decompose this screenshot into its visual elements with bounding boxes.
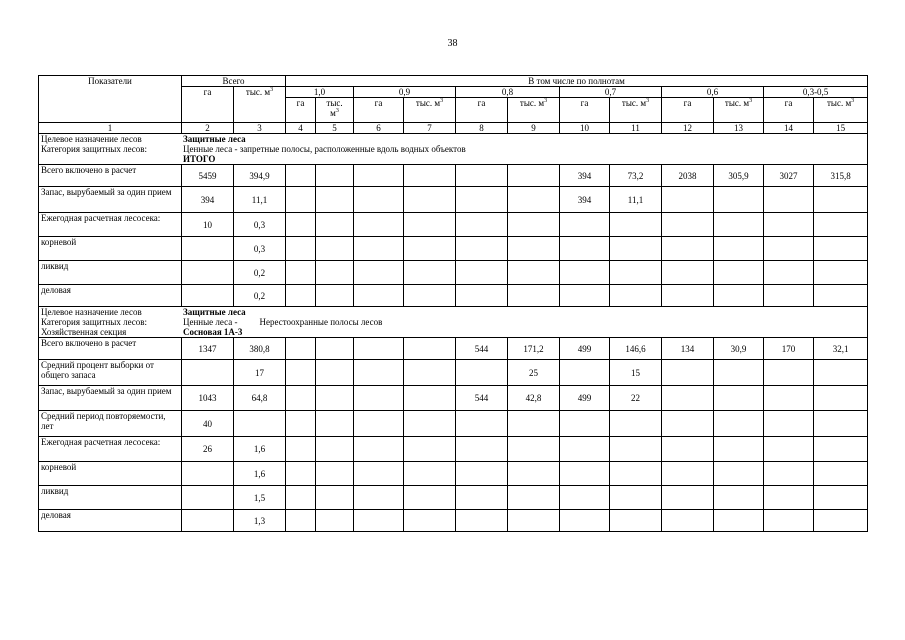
row-value (610, 437, 662, 462)
row-label: Средний процент выборки от общего запаса (39, 360, 182, 386)
table-row (39, 165, 868, 187)
column-number: 2 (182, 123, 234, 134)
row-value (814, 386, 868, 411)
row-value (286, 437, 316, 462)
row-value: 1043 (182, 386, 234, 411)
row-value (610, 237, 662, 261)
row-value (354, 338, 404, 360)
row-value (182, 237, 234, 261)
section2-category-label: Категория защитных лесов: (41, 317, 148, 327)
row-value (354, 437, 404, 462)
row-value (456, 486, 508, 510)
row-value (814, 187, 868, 213)
row-value (764, 237, 814, 261)
row-value (714, 386, 764, 411)
row-value (714, 437, 764, 462)
row-value (508, 510, 560, 532)
row-value (610, 213, 662, 237)
row-value: 380,8 (234, 338, 286, 360)
row-value: 499 (560, 386, 610, 411)
column-number: 7 (404, 123, 456, 134)
column-number: 4 (286, 123, 316, 134)
header-density-ha: га (286, 98, 316, 123)
row-value: 1,6 (234, 462, 286, 486)
row-value (404, 486, 456, 510)
row-value (404, 360, 456, 386)
column-number: 11 (610, 123, 662, 134)
row-value (316, 338, 354, 360)
row-label: Запас, вырубаемый за один прием (39, 386, 182, 411)
row-value (286, 386, 316, 411)
row-value (404, 261, 456, 285)
header-density: 1,0 (286, 87, 354, 98)
row-value (764, 386, 814, 411)
row-value: 499 (560, 338, 610, 360)
row-value (456, 213, 508, 237)
row-value: 1,3 (234, 510, 286, 532)
header-density-thous-m3: тыс. $м^3$ (610, 98, 662, 123)
header-density-ha: га (764, 98, 814, 123)
row-value: 1,6 (234, 437, 286, 462)
row-value (610, 462, 662, 486)
header-density-ha: га (354, 98, 404, 123)
row-value (286, 237, 316, 261)
header-density: 0,8 (456, 87, 560, 98)
row-value: 3027 (764, 165, 814, 187)
row-value (764, 285, 814, 307)
row-value (354, 213, 404, 237)
table-row (39, 486, 868, 510)
row-value (286, 261, 316, 285)
row-value: 394 (560, 165, 610, 187)
row-value (316, 360, 354, 386)
row-value (182, 360, 234, 386)
row-value: 146,6 (610, 338, 662, 360)
row-value (316, 462, 354, 486)
row-label: ликвид (39, 486, 182, 510)
row-value (560, 437, 610, 462)
row-value (404, 338, 456, 360)
row-value (662, 261, 714, 285)
row-value (316, 486, 354, 510)
row-value (508, 213, 560, 237)
header-density-ha: га (456, 98, 508, 123)
row-value (662, 462, 714, 486)
row-value (814, 411, 868, 437)
row-value (404, 411, 456, 437)
row-value (662, 285, 714, 307)
row-value: 11,1 (610, 187, 662, 213)
row-value (286, 187, 316, 213)
header-density: 0,6 (662, 87, 764, 98)
row-value: 22 (610, 386, 662, 411)
row-value (814, 261, 868, 285)
row-value: 1,5 (234, 486, 286, 510)
row-value: 17 (234, 360, 286, 386)
table-row (39, 261, 868, 285)
row-value (456, 165, 508, 187)
row-value (404, 285, 456, 307)
row-value (456, 261, 508, 285)
row-value (814, 486, 868, 510)
row-value (404, 213, 456, 237)
row-value (286, 510, 316, 532)
row-value (182, 462, 234, 486)
section1-info (39, 134, 868, 165)
row-value (354, 285, 404, 307)
row-value (714, 285, 764, 307)
row-value (456, 411, 508, 437)
row-value (286, 285, 316, 307)
table-row (39, 386, 868, 411)
row-value (286, 338, 316, 360)
row-label: Ежегодная расчетная лесосека: (39, 437, 182, 462)
row-value (714, 510, 764, 532)
row-value (404, 510, 456, 532)
row-value (316, 285, 354, 307)
section2-info (39, 307, 868, 338)
section1-purpose-label: Целевое назначение лесов (41, 134, 142, 144)
section2-purpose-value: Защитные леса (183, 307, 246, 317)
row-value (814, 360, 868, 386)
header-density-thous-m3: тыс. $м^3$ (814, 98, 868, 123)
row-value (456, 437, 508, 462)
header-density: 0,9 (354, 87, 456, 98)
row-value (508, 285, 560, 307)
row-value (764, 261, 814, 285)
row-value (354, 462, 404, 486)
row-value: 64,8 (234, 386, 286, 411)
row-value (662, 437, 714, 462)
row-value (508, 411, 560, 437)
row-value (354, 360, 404, 386)
header-total-thous-m3: тыс. $м^3$ (234, 87, 286, 123)
column-number: 5 (316, 123, 354, 134)
row-value (286, 411, 316, 437)
row-value (814, 237, 868, 261)
column-number: 10 (560, 123, 610, 134)
row-value (354, 486, 404, 510)
header-indicators: Показатели (39, 76, 182, 123)
row-value (662, 187, 714, 213)
row-value (662, 486, 714, 510)
header-density-thous-m3: тыс. $м^3$ (316, 98, 354, 123)
row-value: 544 (456, 386, 508, 411)
row-value (714, 261, 764, 285)
row-value (508, 165, 560, 187)
row-value: 171,2 (508, 338, 560, 360)
row-value (560, 462, 610, 486)
row-value (182, 285, 234, 307)
row-value (404, 437, 456, 462)
row-value (316, 411, 354, 437)
row-value: 1347 (182, 338, 234, 360)
row-value (286, 165, 316, 187)
row-value (560, 261, 610, 285)
row-value (508, 486, 560, 510)
row-value: 5459 (182, 165, 234, 187)
row-value: 170 (764, 338, 814, 360)
column-number: 14 (764, 123, 814, 134)
row-value (316, 261, 354, 285)
row-value (714, 187, 764, 213)
row-value: 10 (182, 213, 234, 237)
header-density-thous-m3: тыс. $м^3$ (508, 98, 560, 123)
row-value (316, 386, 354, 411)
row-value (764, 486, 814, 510)
table-row (39, 338, 868, 360)
row-value (560, 411, 610, 437)
row-value (814, 285, 868, 307)
row-value (814, 510, 868, 532)
row-value: 394,9 (234, 165, 286, 187)
table-row (39, 187, 868, 213)
row-value: 26 (182, 437, 234, 462)
row-value (610, 285, 662, 307)
row-label: Ежегодная расчетная лесосека: (39, 213, 182, 237)
row-value (354, 165, 404, 187)
header-total: Всего (182, 76, 286, 87)
row-label: деловая (39, 510, 182, 532)
row-value: 394 (182, 187, 234, 213)
row-value (714, 486, 764, 510)
row-value: 0,3 (234, 237, 286, 261)
row-value: 2038 (662, 165, 714, 187)
column-number: 3 (234, 123, 286, 134)
row-value (286, 360, 316, 386)
row-value (610, 486, 662, 510)
section1-category-label: Категория защитных лесов: (41, 144, 148, 154)
section2-category-value: Ценные леса - (183, 317, 238, 327)
row-value (764, 510, 814, 532)
row-value (286, 462, 316, 486)
row-value (714, 360, 764, 386)
row-value (508, 261, 560, 285)
column-number: 15 (814, 123, 868, 134)
row-value (610, 261, 662, 285)
row-value (354, 510, 404, 532)
row-value: 42,8 (508, 386, 560, 411)
table-row (39, 510, 868, 532)
header-density-thous-m3: тыс. $м^3$ (714, 98, 764, 123)
row-value: 0,3 (234, 213, 286, 237)
row-value (610, 411, 662, 437)
row-value (508, 187, 560, 213)
row-value (182, 510, 234, 532)
table-row (39, 360, 868, 386)
row-value (182, 486, 234, 510)
row-value (404, 462, 456, 486)
table-row (39, 213, 868, 237)
row-value (354, 261, 404, 285)
row-label: корневой (39, 462, 182, 486)
table-row (39, 237, 868, 261)
row-value (316, 237, 354, 261)
row-value (662, 237, 714, 261)
column-number: 12 (662, 123, 714, 134)
row-value (662, 360, 714, 386)
row-value: 544 (456, 338, 508, 360)
row-value (662, 213, 714, 237)
section2-purpose-label: Целевое назначение лесов (41, 307, 142, 317)
row-value (354, 237, 404, 261)
row-value: 25 (508, 360, 560, 386)
row-value (316, 437, 354, 462)
section1-total-label: ИТОГО (183, 154, 216, 164)
row-value (714, 462, 764, 486)
header-including-by-density: В том числе по полнотам (286, 76, 868, 87)
row-value (560, 486, 610, 510)
row-value (714, 213, 764, 237)
row-value (662, 386, 714, 411)
row-value (764, 411, 814, 437)
column-number: 9 (508, 123, 560, 134)
table-row (39, 411, 868, 437)
row-value (560, 285, 610, 307)
row-value (316, 510, 354, 532)
column-number: 13 (714, 123, 764, 134)
row-value (404, 386, 456, 411)
column-number: 1 (39, 123, 182, 134)
row-value (404, 165, 456, 187)
row-value (764, 437, 814, 462)
table-row (39, 462, 868, 486)
row-value: 73,2 (610, 165, 662, 187)
table-row (39, 437, 868, 462)
row-value (316, 213, 354, 237)
row-value (456, 237, 508, 261)
row-value: 15 (610, 360, 662, 386)
row-label: Всего включено в расчет (39, 338, 182, 360)
row-value (456, 510, 508, 532)
header-density-thous-m3: тыс. $м^3$ (404, 98, 456, 123)
row-value (404, 187, 456, 213)
row-label: корневой (39, 237, 182, 261)
forest-calculation-table (38, 75, 868, 532)
row-value (764, 213, 814, 237)
row-value: 315,8 (814, 165, 868, 187)
page-number: 38 (447, 38, 458, 49)
row-value: 0,2 (234, 261, 286, 285)
row-label: Запас, вырубаемый за один прием (39, 187, 182, 213)
row-value (560, 213, 610, 237)
row-label: Всего включено в расчет (39, 165, 182, 187)
row-value (354, 411, 404, 437)
header-density-ha: га (560, 98, 610, 123)
row-value (456, 285, 508, 307)
row-value (316, 165, 354, 187)
row-value (508, 462, 560, 486)
row-value (560, 510, 610, 532)
row-value (404, 237, 456, 261)
row-value (764, 462, 814, 486)
row-value (456, 462, 508, 486)
row-value (610, 510, 662, 532)
section2-category-value-2: Нерестоохранные полосы лесов (259, 317, 383, 327)
row-value (662, 411, 714, 437)
column-number: 6 (354, 123, 404, 134)
row-value (764, 360, 814, 386)
header-density-ha: га (662, 98, 714, 123)
row-value: 394 (560, 187, 610, 213)
row-value (456, 360, 508, 386)
row-value (354, 386, 404, 411)
row-value (316, 187, 354, 213)
row-value (560, 237, 610, 261)
header-row-1 (39, 76, 868, 87)
section2-section-value: Сосновая 1А-3 (183, 327, 243, 337)
table-row (39, 285, 868, 307)
row-value (182, 261, 234, 285)
header-total-ha: га (182, 87, 234, 123)
row-value: 305,9 (714, 165, 764, 187)
row-value (456, 187, 508, 213)
column-number: 8 (456, 123, 508, 134)
row-value: 134 (662, 338, 714, 360)
row-label: ликвид (39, 261, 182, 285)
row-label: Средний период повторяемости, лет (39, 411, 182, 437)
column-number-row (39, 123, 868, 134)
row-value (814, 213, 868, 237)
row-value (508, 437, 560, 462)
section2-section-label: Хозяйственная секция (41, 327, 127, 337)
row-value (714, 237, 764, 261)
row-value: 32,1 (814, 338, 868, 360)
row-value (354, 187, 404, 213)
row-value: 11,1 (234, 187, 286, 213)
row-value (814, 462, 868, 486)
section1-category-value: Ценные леса - запретные полосы, расположенные вдоль водных объектов (183, 144, 466, 154)
row-value (234, 411, 286, 437)
row-value (560, 360, 610, 386)
row-value (508, 237, 560, 261)
row-value (764, 187, 814, 213)
row-value (714, 411, 764, 437)
row-value (286, 486, 316, 510)
row-value: 40 (182, 411, 234, 437)
section1-purpose-value: Защитные леса (183, 134, 246, 144)
row-label: деловая (39, 285, 182, 307)
row-value (286, 213, 316, 237)
header-density: 0,7 (560, 87, 662, 98)
row-value: 30,9 (714, 338, 764, 360)
row-value: 0,2 (234, 285, 286, 307)
row-value (814, 437, 868, 462)
row-value (662, 510, 714, 532)
header-density: 0,3-0,5 (764, 87, 868, 98)
